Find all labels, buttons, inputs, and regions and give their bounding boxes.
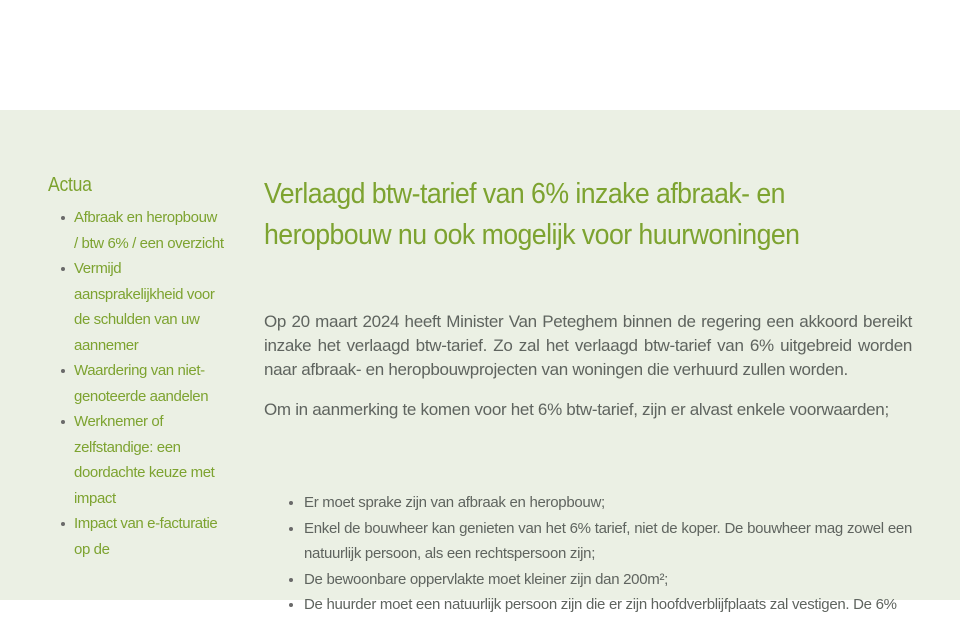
conditions-list xyxy=(264,490,912,618)
sidebar-link[interactable]: Werknemer of zelfstandige: een doordachte keuze met impact xyxy=(74,413,215,507)
sidebar-item-afbraak[interactable] xyxy=(74,205,238,256)
sidebar-link[interactable]: Impact van e-facturatie op de xyxy=(74,515,218,558)
article xyxy=(264,174,912,618)
sidebar-item-waardering[interactable] xyxy=(74,358,238,409)
article-intro: Op 20 maart 2024 heeft Minister Van Peteghem binnen de regering een akkoord bereikt inzake het verlaagd btw-tarief. Zo zal het verlaagd btw-tarief van 6% uitgebreid worden naar afbraak- en heropbouwprojecten van woningen die verhuurd zullen worden. xyxy=(264,312,912,379)
sidebar-title: Actua xyxy=(48,174,92,196)
list-item: De bewoonbare oppervlakte moet kleiner zijn dan 200m²; xyxy=(304,567,912,593)
sidebar xyxy=(48,174,238,562)
main-content xyxy=(0,110,960,613)
sidebar-item-werknemer[interactable] xyxy=(74,409,238,511)
sidebar-item-aansprakelijkheid[interactable] xyxy=(74,256,238,358)
list-item: Er moet sprake zijn van afbraak en heropbouw; xyxy=(304,490,912,516)
sidebar-list xyxy=(48,205,238,562)
article-conditions-intro: Om in aanmerking te komen voor het 6% btw-tarief, zijn er alvast enkele voorwaarden; xyxy=(264,400,889,419)
sidebar-item-e-facturatie[interactable] xyxy=(74,511,238,562)
sidebar-link[interactable]: Afbraak en heropbouw / btw 6% / een overzicht xyxy=(74,209,224,252)
sidebar-link[interactable]: Waardering van niet-genoteerde aandelen xyxy=(74,362,209,405)
list-item: Enkel de bouwheer kan genieten van het 6% tarief, niet de koper. De bouwheer mag zowel een natuurlijk persoon, als een rechtspersoon zijn; xyxy=(304,516,912,567)
site-header xyxy=(0,0,960,110)
sidebar-link[interactable]: Vermijd aansprakelijkheid voor de schulden van uw aannemer xyxy=(74,260,215,354)
list-item: De huurder moet een natuurlijk persoon zijn die er zijn hoofdverblijfplaats zal vestigen. De 6% xyxy=(304,592,912,618)
article-title: Verlaagd btw-tarief van 6% inzake afbraak- en heropbouw nu ook mogelijk voor huurwoningen xyxy=(264,178,800,251)
